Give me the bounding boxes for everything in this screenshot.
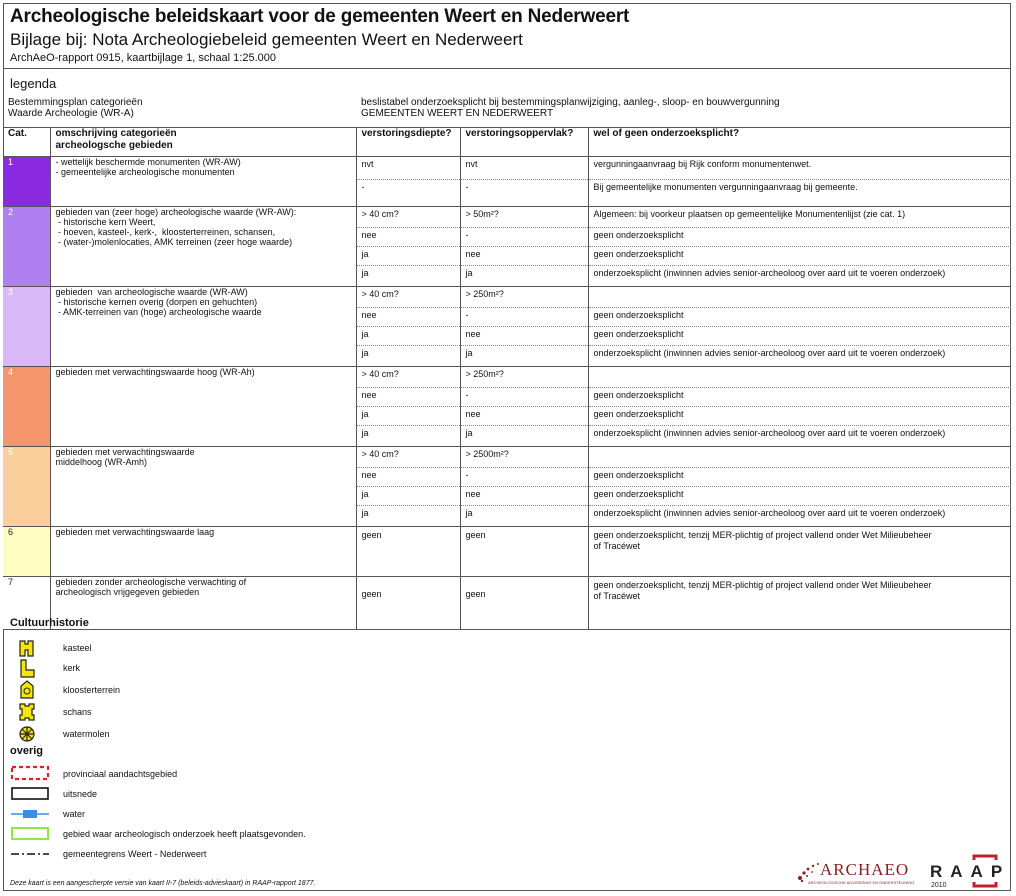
cell-result-line1: geen onderzoeksplicht <box>593 310 684 320</box>
cell-result <box>588 527 1011 577</box>
table-section-header <box>3 97 1011 128</box>
cell-depth: ja <box>356 346 460 367</box>
legend-label-watermolen: watermolen <box>63 729 110 739</box>
category-description-line: gebieden met verwachtingswaarde laag <box>55 527 215 537</box>
category-description-line: - AMK-terreinen van (hoge) archeologische waarde <box>55 307 262 317</box>
table-row <box>3 447 1011 468</box>
overig-legend <box>0 762 420 872</box>
column-header-area: verstoringsoppervlak? <box>460 128 588 157</box>
category-description-2 <box>50 207 356 287</box>
cell-area: ja <box>460 266 588 287</box>
table-row <box>3 207 1011 228</box>
cell-depth: geen <box>356 577 460 630</box>
legend-label-onderzoek: gebied waar archeologisch onderzoek heeft plaatsgevonden. <box>63 829 306 839</box>
column-header-desc-line2: archeologsche gebieden <box>55 140 173 151</box>
monastery-icon <box>10 680 50 700</box>
cell-result <box>588 180 1011 207</box>
cell-result-line1: geen onderzoeksplicht <box>593 329 684 339</box>
table-row <box>3 287 1011 308</box>
category-swatch-6: 6 <box>3 527 50 577</box>
raap-year: 2010 <box>931 882 947 889</box>
cell-result-line1: geen onderzoeksplicht <box>593 489 684 499</box>
watermill-icon <box>10 724 50 744</box>
table-column-header <box>3 128 1011 157</box>
cell-depth: ja <box>356 247 460 266</box>
legend-item-schans <box>0 702 400 722</box>
category-description-line: gebieden zonder archeologische verwachting of <box>55 577 247 587</box>
table-row <box>3 577 1011 630</box>
legend-item-onderzoek <box>0 824 400 844</box>
cell-area: > 50m²? <box>460 207 588 228</box>
cell-result-line1: geen onderzoeksplicht, tenzij MER-plichtig of project vallend onder Wet Milieubeheer <box>593 580 932 590</box>
legend-label: legenda <box>10 76 57 91</box>
cell-area: nee <box>460 407 588 426</box>
category-description-4 <box>50 367 356 447</box>
cell-area: - <box>460 228 588 247</box>
cell-area: ja <box>460 506 588 527</box>
category-description-6 <box>50 527 356 577</box>
cell-depth: > 40 cm? <box>356 367 460 388</box>
category-description-line: gebieden met verwachtingswaarde <box>55 447 195 457</box>
category-description-line: - historische kern Weert, <box>55 217 156 227</box>
legend-label-schans: schans <box>63 707 92 717</box>
category-description-5 <box>50 447 356 527</box>
cell-area: geen <box>460 527 588 577</box>
archaeo-logo <box>790 852 922 888</box>
cell-result-line1: onderzoeksplicht (inwinnen advies senior-archeoloog over aard uit te voeren onderzoek) <box>593 268 946 278</box>
cell-result <box>588 346 1011 367</box>
cultuurhistorie-title: Cultuurhistorie <box>10 617 89 629</box>
cell-depth: > 40 cm? <box>356 207 460 228</box>
cell-result <box>588 228 1011 247</box>
cell-area: - <box>460 180 588 207</box>
footnote: Deze kaart is een aangescherpte versie van kaart II-7 (beleids-advieskaart) in RAAP-rapport 1877. <box>10 880 316 887</box>
cell-depth: nee <box>356 228 460 247</box>
cell-result-line1: geen onderzoeksplicht <box>593 249 684 259</box>
legend-item-provinciaal <box>0 764 400 784</box>
provincial-area-symbol <box>10 764 50 784</box>
category-swatch-7: 7 <box>3 577 50 630</box>
decision-table <box>3 97 1011 630</box>
water-symbol <box>10 804 50 824</box>
cell-result-line1: vergunningaanvraag bij Rijk conform monumentenwet. <box>593 159 812 169</box>
church-icon <box>10 658 50 678</box>
section-left-line2: Waarde Archeologie (WR-A) <box>8 108 134 119</box>
legend-label-kasteel: kasteel <box>63 643 92 653</box>
legend-item-gemeentegrens <box>0 844 400 864</box>
legend-label-kloosterterrein: kloosterterrein <box>63 685 121 695</box>
cultuurhistorie-legend <box>0 636 420 746</box>
cell-result <box>588 407 1011 426</box>
legend-label-gemeentegrens: gemeentegrens Weert - Nederweert <box>63 849 207 859</box>
legend-label-water: water <box>63 809 86 819</box>
cell-result <box>588 468 1011 487</box>
cell-result <box>588 577 1011 630</box>
cell-depth: geen <box>356 527 460 577</box>
cell-result-line1: geen onderzoeksplicht <box>593 390 684 400</box>
category-swatch-2: 2 <box>3 207 50 287</box>
raap-logo-text: RAAP <box>930 862 1011 881</box>
cell-result <box>588 447 1011 468</box>
category-swatch-1: 1 <box>3 157 50 207</box>
cell-result-line1: geen onderzoeksplicht <box>593 409 684 419</box>
category-description-line: middelhoog (WR-Amh) <box>55 457 148 467</box>
cell-depth: nee <box>356 388 460 407</box>
category-description-line: - wettelijk beschermde monumenten (WR-AW) <box>55 157 241 167</box>
cell-area: > 250m²? <box>460 367 588 388</box>
category-swatch-3: 3 <box>3 287 50 367</box>
category-description-3 <box>50 287 356 367</box>
cell-result <box>588 157 1011 180</box>
cell-depth: > 40 cm? <box>356 447 460 468</box>
cell-area: nee <box>460 327 588 346</box>
cell-result <box>588 426 1011 447</box>
cell-result <box>588 388 1011 407</box>
section-right-line2: GEMEENTEN WEERT EN NEDERWEERT <box>361 108 554 119</box>
cell-area: > 2500m²? <box>460 447 588 468</box>
category-description-line: archeologisch vrijgegeven gebieden <box>55 587 200 597</box>
category-description-line: gebieden met verwachtingswaarde hoog (WR-Ah) <box>55 367 255 377</box>
cell-depth: ja <box>356 426 460 447</box>
column-header-cat: Cat. <box>3 128 50 157</box>
cell-area: nee <box>460 247 588 266</box>
castle-icon <box>10 638 50 658</box>
report-reference: ArchAeO-rapport 0915, kaartbijlage 1, schaal 1:25.000 <box>10 52 276 64</box>
cell-depth: ja <box>356 266 460 287</box>
cell-result-line1: onderzoeksplicht (inwinnen advies senior-archeoloog over aard uit te voeren onderzoek) <box>593 508 946 518</box>
column-header-result: wel of geen onderzoeksplicht? <box>588 128 1011 157</box>
column-header-desc <box>50 128 356 157</box>
page-subtitle: Bijlage bij: Nota Archeologiebeleid gemeenten Weert en Nederweert <box>10 30 523 49</box>
cell-result-line1: Algemeen: bij voorkeur plaatsen op gemeentelijke Monumentenlijst (zie cat. 1) <box>593 209 906 219</box>
legend-item-kasteel <box>0 638 400 658</box>
cell-area: - <box>460 468 588 487</box>
research-area-symbol <box>10 824 50 844</box>
category-description-line: gebieden van archeologische waarde (WR-AW) <box>55 287 248 297</box>
column-header-desc-line1: omschrijving categorieën <box>55 128 177 139</box>
cell-area: ja <box>460 346 588 367</box>
overig-title: overig <box>10 745 44 757</box>
cell-result-line1: Bij gemeentelijke monumenten vergunningaanvraag bij gemeente. <box>593 182 858 192</box>
cell-result-line1: geen onderzoeksplicht <box>593 230 684 240</box>
cell-result-line1: geen onderzoeksplicht, tenzij MER-plichtig of project vallend onder Wet Milieubeheer <box>593 530 932 540</box>
cell-result-line1: geen onderzoeksplicht <box>593 470 684 480</box>
table-row <box>3 367 1011 388</box>
cell-result-line1: onderzoeksplicht (inwinnen advies senior-archeoloog over aard uit te voeren onderzoek) <box>593 428 946 438</box>
cell-result <box>588 506 1011 527</box>
legend-item-uitsnede <box>0 784 400 804</box>
cell-result <box>588 247 1011 266</box>
cell-depth: ja <box>356 407 460 426</box>
legend-item-watermolen <box>0 724 400 744</box>
page-title: Archeologische beleidskaart voor de gemeenten Weert en Nederweert <box>10 6 630 27</box>
category-description-line: - (water-)molenlocaties, AMK terreinen (zeer hoge waarde) <box>55 237 293 247</box>
cell-depth: nee <box>356 468 460 487</box>
column-header-depth: verstoringsdiepte? <box>356 128 460 157</box>
fortification-icon <box>10 702 50 722</box>
legend-label-provinciaal: provinciaal aandachtsgebied <box>63 769 178 779</box>
cell-result <box>588 207 1011 228</box>
cell-depth: nvt <box>356 157 460 180</box>
archaeo-logo-text: ARCHAEO <box>820 860 910 879</box>
cell-depth: ja <box>356 506 460 527</box>
cell-result <box>588 367 1011 388</box>
category-description-1 <box>50 157 356 207</box>
raap-logo <box>930 852 1011 889</box>
cell-area: > 250m²? <box>460 287 588 308</box>
cell-area: ja <box>460 426 588 447</box>
category-description-line: - gemeentelijke archeologische monumenten <box>55 167 235 177</box>
category-description-line: gebieden van (zeer hoge) archeologische waarde (WR-AW): <box>55 207 297 217</box>
divider <box>3 68 1011 69</box>
cell-result <box>588 487 1011 506</box>
cell-result <box>588 308 1011 327</box>
table-row <box>3 157 1011 180</box>
category-swatch-4: 4 <box>3 367 50 447</box>
cell-result-line1: onderzoeksplicht (inwinnen advies senior-archeoloog over aard uit te voeren onderzoek) <box>593 348 946 358</box>
cell-depth: - <box>356 180 460 207</box>
cell-area: - <box>460 308 588 327</box>
category-description-7 <box>50 577 356 630</box>
legend-label-kerk: kerk <box>63 663 81 673</box>
cell-area: - <box>460 388 588 407</box>
cell-area: nvt <box>460 157 588 180</box>
legend-item-kloosterterrein <box>0 680 400 700</box>
category-swatch-5: 5 <box>3 447 50 527</box>
archaeo-tagline: ARCHEOLOGISCHE ADVISERING EN ONDERSTEUNING <box>808 880 915 885</box>
cell-depth: ja <box>356 487 460 506</box>
cell-result-line2: of Tracéwet <box>593 541 641 551</box>
cell-result <box>588 327 1011 346</box>
cell-result <box>588 287 1011 308</box>
category-description-line: - hoeven, kasteel-, kerk-, kloosterterreinen, schansen, <box>55 227 276 237</box>
legend-item-water <box>0 804 400 824</box>
legend-label-uitsnede: uitsnede <box>63 789 98 799</box>
cell-result <box>588 266 1011 287</box>
cell-depth: nee <box>356 308 460 327</box>
municipal-boundary-symbol <box>10 844 50 864</box>
section-left-line1: Bestemmingsplan categorieën <box>8 97 143 108</box>
cell-depth: > 40 cm? <box>356 287 460 308</box>
cell-depth: ja <box>356 327 460 346</box>
section-right-line1: beslistabel onderzoeksplicht bij bestemmingsplanwijziging, aanleg-, sloop- en bouwvergunning <box>361 97 780 108</box>
category-description-line: - historische kernen overig (dorpen en gehuchten) <box>55 297 258 307</box>
legend-item-kerk <box>0 658 400 678</box>
cell-result-line2: of Tracéwet <box>593 591 641 601</box>
cell-area: geen <box>460 577 588 630</box>
table-row <box>3 527 1011 577</box>
cell-area: nee <box>460 487 588 506</box>
extract-symbol <box>10 784 50 804</box>
